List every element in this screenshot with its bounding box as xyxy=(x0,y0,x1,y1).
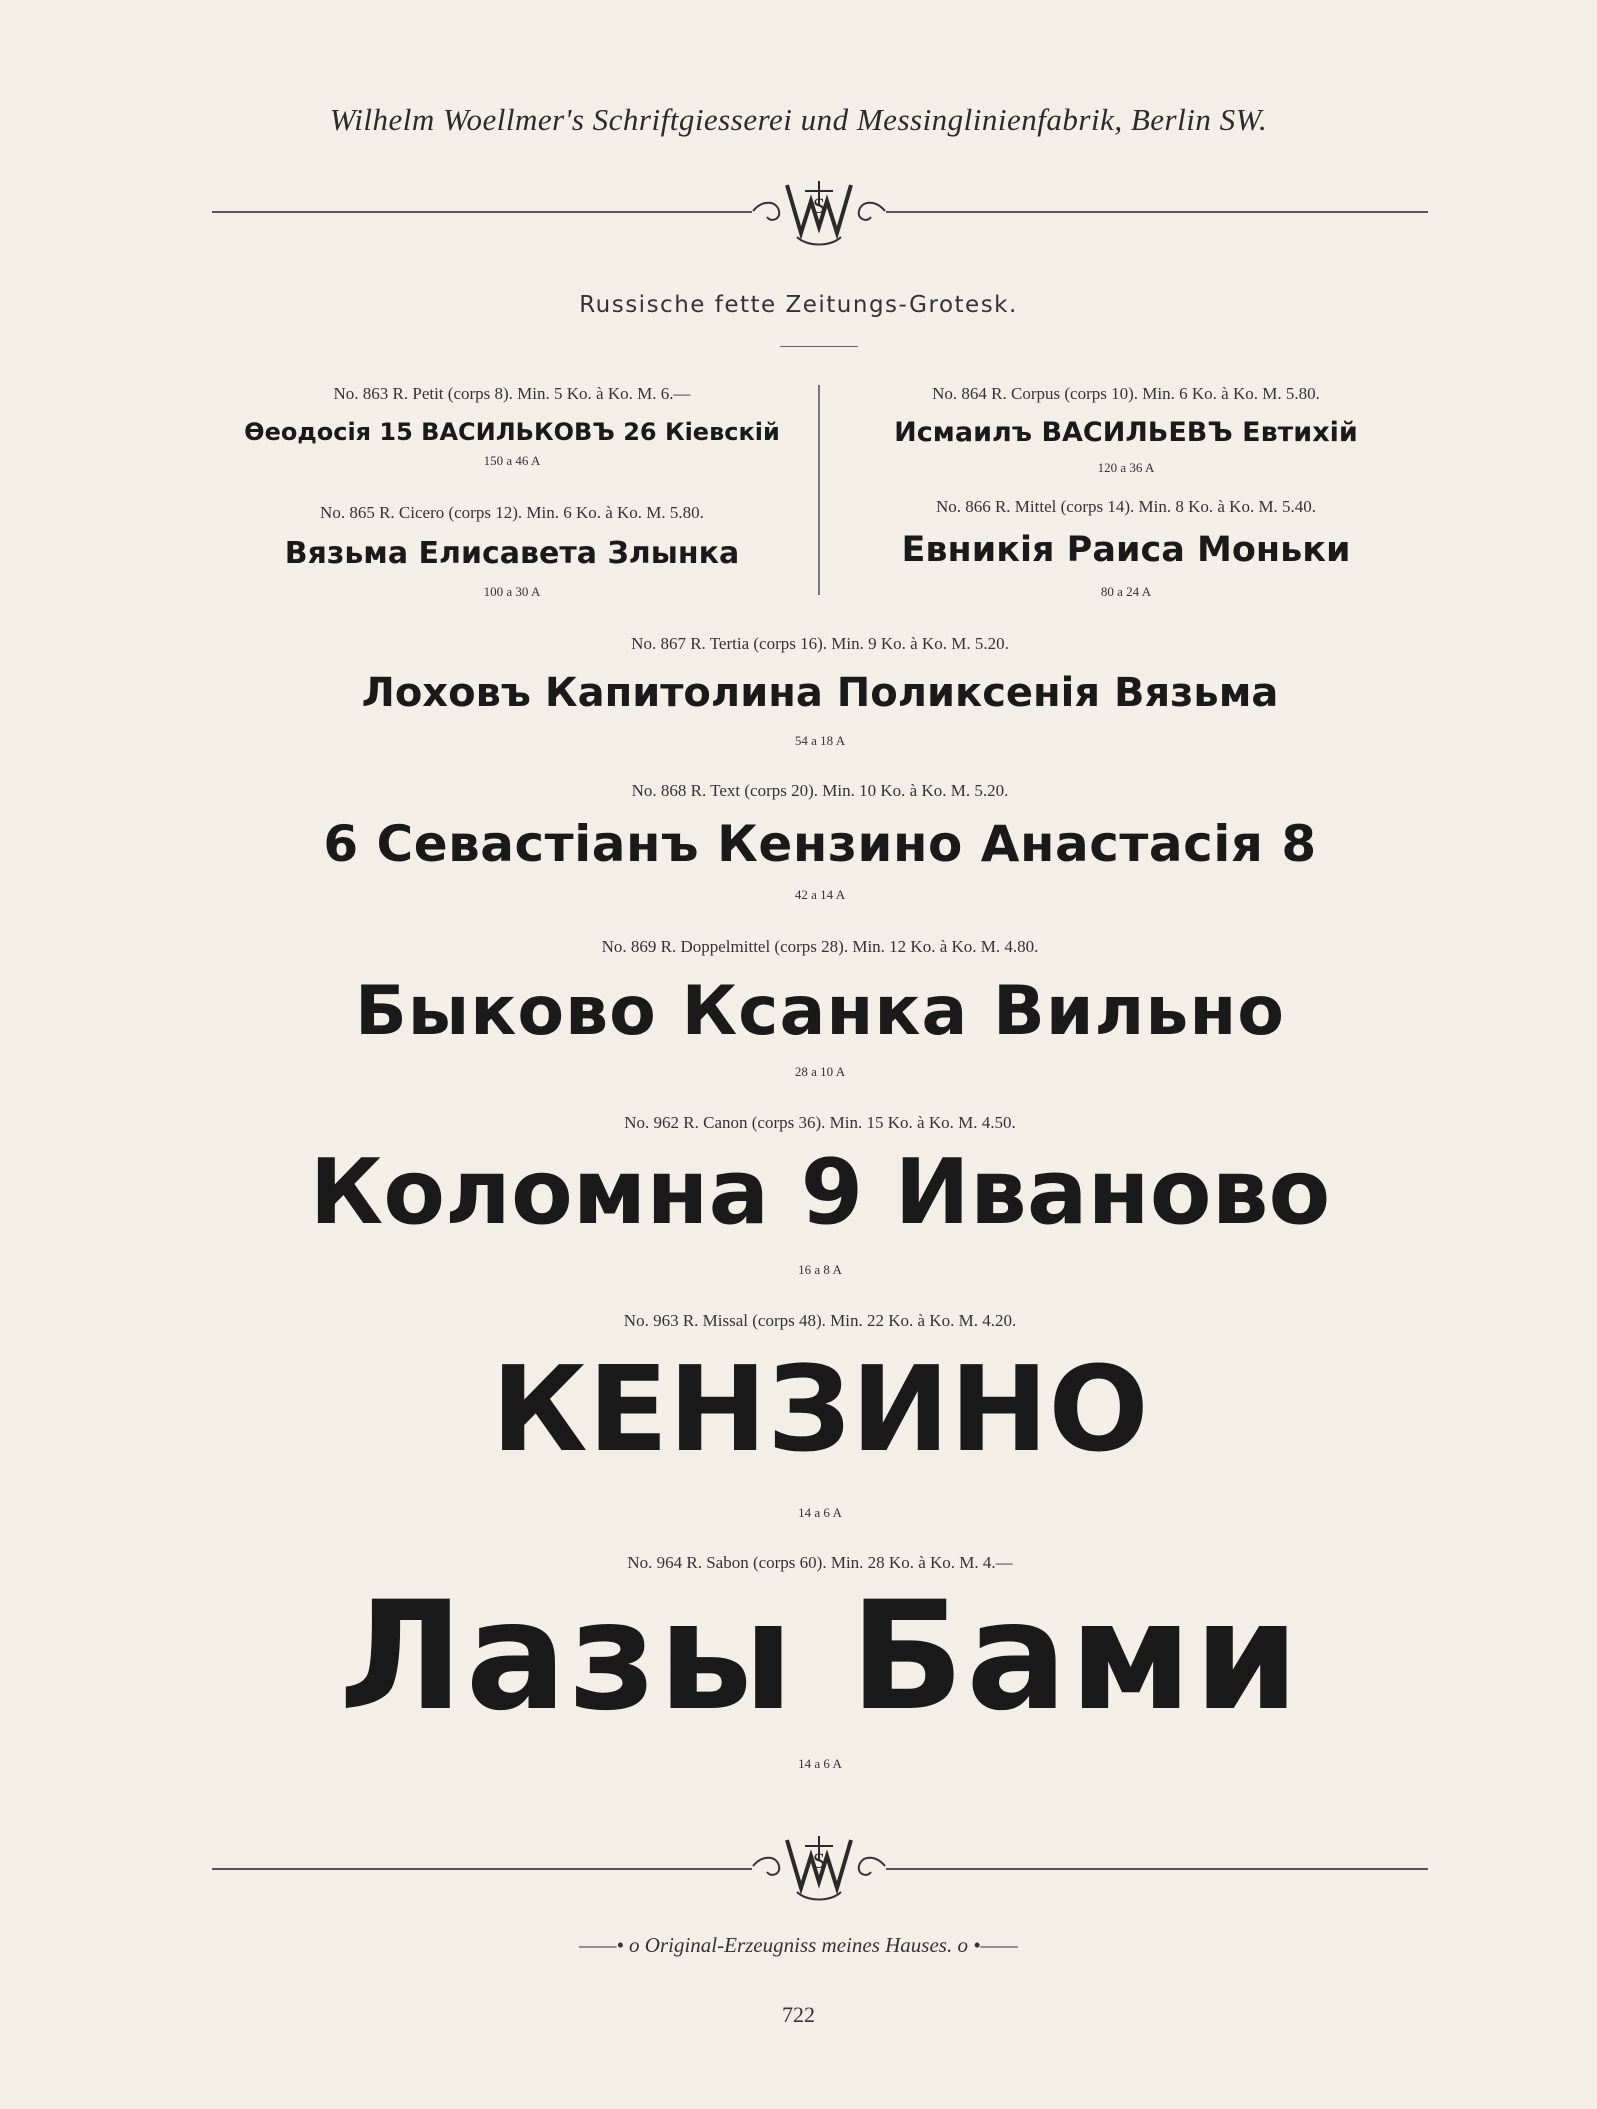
footer-original-line: ——• o Original-Erzeugniss meines Hauses. o •—— xyxy=(579,1933,1018,1957)
monogram-ornament-icon xyxy=(749,171,889,251)
specimen-sample: Лазы Бами xyxy=(338,1570,1302,1744)
specimen-sample: Быково Ксанка Вильно xyxy=(354,972,1286,1051)
specimen-count: 14 a 6 A xyxy=(798,1505,842,1520)
specimen-sample: Лоховъ Капитолина Поликсенія Вязьма xyxy=(361,670,1279,716)
specimen-caption: No. 868 R. Text (corps 20). Min. 10 Ko. à Ko. M. 5.20. xyxy=(631,781,1009,800)
specimen-count: 42 a 14 A xyxy=(794,887,846,902)
specimen-caption: No. 867 R. Tertia (corps 16). Min. 9 Ko. à Ko. M. 5.20. xyxy=(631,634,1009,653)
page-number: 722 xyxy=(782,2002,815,2027)
specimen-count: 150 a 46 A xyxy=(483,453,541,468)
svg-text:S: S xyxy=(812,193,826,218)
specimen-count: 100 a 30 A xyxy=(483,584,541,599)
specimen-sample: Коломна 9 Иваново xyxy=(309,1140,1331,1245)
top-rule-right xyxy=(886,211,1428,213)
bottom-rule-left xyxy=(212,1868,752,1870)
specimen-caption: No. 869 R. Doppelmittel (corps 28). Min. 12 Ko. à Ko. M. 4.80. xyxy=(601,937,1039,956)
specimen-count: 16 a 8 A xyxy=(798,1262,842,1277)
specimen-count: 80 a 24 A xyxy=(1100,584,1152,599)
specimen-caption: No. 962 R. Canon (corps 36). Min. 15 Ko. à Ko. M. 4.50. xyxy=(624,1113,1016,1132)
specimen-caption: No. 864 R. Corpus (corps 10). Min. 6 Ko. à Ko. M. 5.80. xyxy=(932,384,1320,403)
specimen-sample: 6 Севастіанъ Кензино Анастасія 8 xyxy=(323,815,1317,873)
top-rule-left xyxy=(212,211,752,213)
specimen-sample: Исмаилъ ВАСИЛЬЕВЪ Евтихій xyxy=(894,417,1358,448)
specimen-count: 54 a 18 A xyxy=(794,733,846,748)
specimen-caption: No. 964 R. Sabon (corps 60). Min. 28 Ko. à Ko. M. 4.— xyxy=(627,1553,1013,1572)
svg-text:S: S xyxy=(812,1848,826,1873)
specimen-count: 28 a 10 A xyxy=(794,1064,846,1079)
specimen-caption: No. 863 R. Petit (corps 8). Min. 5 Ko. à Ko. M. 6.— xyxy=(333,384,691,403)
monogram-ornament-icon xyxy=(749,1826,889,1906)
section-title-underline xyxy=(780,346,858,347)
column-divider xyxy=(818,385,820,595)
specimen-caption: No. 865 R. Cicero (corps 12). Min. 6 Ko. à Ko. M. 5.80. xyxy=(320,503,704,522)
specimen-sample: Вязьма Елисавета Злынка xyxy=(284,536,740,571)
specimen-caption: No. 866 R. Mittel (corps 14). Min. 8 Ko. à Ko. M. 5.40. xyxy=(935,497,1317,516)
specimen-caption: No. 963 R. Missal (corps 48). Min. 22 Ko. à Ko. M. 4.20. xyxy=(623,1311,1017,1330)
page-header-title: Wilhelm Woellmer's Schriftgiesserei und Messinglinienfabrik, Berlin SW. xyxy=(329,102,1268,137)
bottom-rule-right xyxy=(886,1868,1428,1870)
specimen-sample: Евникія Раиса Моньки xyxy=(901,530,1351,570)
specimen-sample: КЕНЗИНО xyxy=(491,1340,1149,1478)
specimen-count: 14 a 6 A xyxy=(798,1756,842,1771)
section-title: Russische fette Zeitungs-Grotesk. xyxy=(579,292,1018,318)
specimen-count: 120 a 36 A xyxy=(1097,460,1155,475)
specimen-sample: Өеодосія 15 ВАСИЛЬКОВЪ 26 Кіевскій xyxy=(244,418,780,446)
